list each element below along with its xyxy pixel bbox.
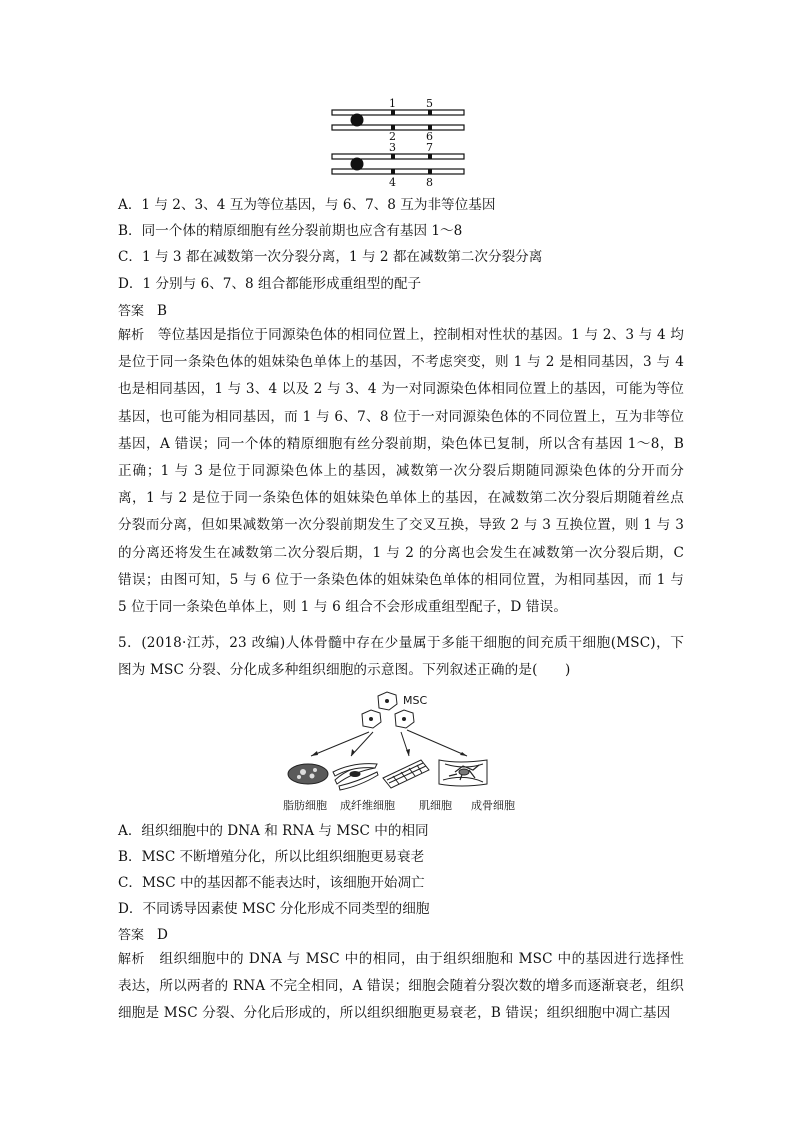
label-muscle-cell: 肌细胞	[419, 799, 452, 812]
q4-option-b: B．同一个体的精原细胞有丝分裂前期也应含有基因 1～8	[118, 223, 463, 239]
q5-stem: 5．(2018·江苏，23 改编)人体骨髓中存在少量属于多能干细胞的间充质干细胞(MSC)，下图为 MSC 分裂、分化成多种组织细胞的示意图。下列叙述正确的是( )	[118, 635, 684, 679]
centromere-top	[351, 114, 364, 127]
answer-label: 答案	[118, 304, 145, 319]
centromere-bottom	[351, 158, 364, 171]
gene-label-5: 5	[426, 98, 433, 110]
q5-option-d: D．不同诱导因素使 MSC 分化形成不同类型的细胞	[118, 901, 430, 917]
gene-label-2: 2	[389, 130, 396, 143]
gene-label-4: 4	[389, 176, 396, 189]
msc-label: MSC	[403, 694, 428, 707]
analysis-text: 组织细胞中的 DNA 与 MSC 中的相同，由于组织细胞和 MSC 中的基因进行选择性表达，所以两者的 RNA 不完全相同，A 错误；细胞会随着分裂次数的增多而逐渐衰老，组织细胞是 MSC 分裂、分化后形成的，所以组织细胞更易衰老，B 错误；组织细胞中凋亡基因	[118, 951, 685, 1022]
msc-figure	[275, 688, 545, 816]
q4-option-a: A．1 与 2、3、4 互为等位基因，与 6、7、8 互为非等位基因	[118, 197, 496, 213]
analysis-label: 解析	[118, 952, 146, 967]
chromosome-bottom	[332, 154, 464, 174]
analysis-text: 等位基因是指位于同源染色体的相同位置上，控制相对性状的基因。1 与 2、3 与 4 均是位于同一条染色体的姐妹染色单体上的基因，不考虑突变，则 1 与 2 是相同基因，3 与 4 也是相同基因，1 与 3、4 以及 2 与 3、4 为一对同源染色体相同位置上的基因，可能为等位基因，也可能为相同基因，而 1 与 6、7、8 位于一对同源染色体的不同位置上，互为非等位基因，A 错误；同一个体的精原细胞有丝分裂前期，染色体已复制，所以含有基因 1～8，B 正确；1 与 3 是位于同源染色体上的基因，减数第一次分裂后期随同源染色体的分开而分离，1 与 2 是位于同一条染色体的姐妹染色单体上的基因，在减数第二次分裂后期随着丝点分裂而分离，但如果减数第一次分裂前期发生了交叉互换，导致 2 与 3 互换位置，则 1 与 3 的分离还将发生在减数第二次分裂后期，1 与 2 的分离也会发生在减数第一次分裂后期，C 错误；由图可知，5 与 6 位于一条染色体的姐妹染色单体的相同位置，为相同基因，而 1 与 5 位于同一条染色单体上，则 1 与 6 组合不会形成重组型配子，D 错误。	[118, 327, 684, 616]
answer-label: 答案	[118, 928, 145, 943]
differentiation-arrows	[311, 730, 467, 756]
label-fat-cell: 脂肪细胞	[283, 799, 327, 812]
q5-option-b: B．MSC 不断增殖分化，所以比组织细胞更易衰老	[118, 849, 425, 865]
q4-option-c: C．1 与 3 都在减数第一次分裂分离，1 与 2 都在减数第二次分裂分离	[118, 249, 543, 265]
q5-option-c: C．MSC 中的基因都不能表达时，该细胞开始凋亡	[118, 875, 425, 891]
chromosome-figure	[327, 98, 467, 190]
answer-value: D	[156, 927, 168, 943]
label-bone-cell: 成骨细胞	[471, 799, 515, 812]
q5-option-a: A．组织细胞中的 DNA 和 RNA 与 MSC 中的相同	[118, 823, 429, 839]
analysis-label: 解析	[118, 328, 145, 343]
fat-cell	[288, 764, 328, 784]
q4-answer	[118, 302, 167, 321]
gene-label-3: 3	[389, 141, 396, 154]
fibroblast-cell	[333, 764, 378, 790]
gene-label-8: 8	[426, 176, 433, 189]
q5-answer	[118, 926, 168, 945]
q5-analysis	[118, 946, 684, 1028]
label-fibroblast: 成纤维细胞	[340, 799, 395, 812]
q4-analysis	[118, 322, 684, 621]
gene-label-7: 7	[426, 141, 433, 154]
muscle-cell	[383, 760, 429, 788]
bone-cell	[439, 760, 487, 786]
answer-value: B	[156, 303, 167, 319]
arrow-heads	[311, 749, 467, 756]
gene-label-1: 1	[389, 98, 396, 110]
gene-label-6: 6	[426, 130, 433, 143]
q4-option-d: D．1 分别与 6、7、8 组合都能形成重组型的配子	[118, 276, 422, 292]
chromosome-top	[332, 110, 464, 130]
